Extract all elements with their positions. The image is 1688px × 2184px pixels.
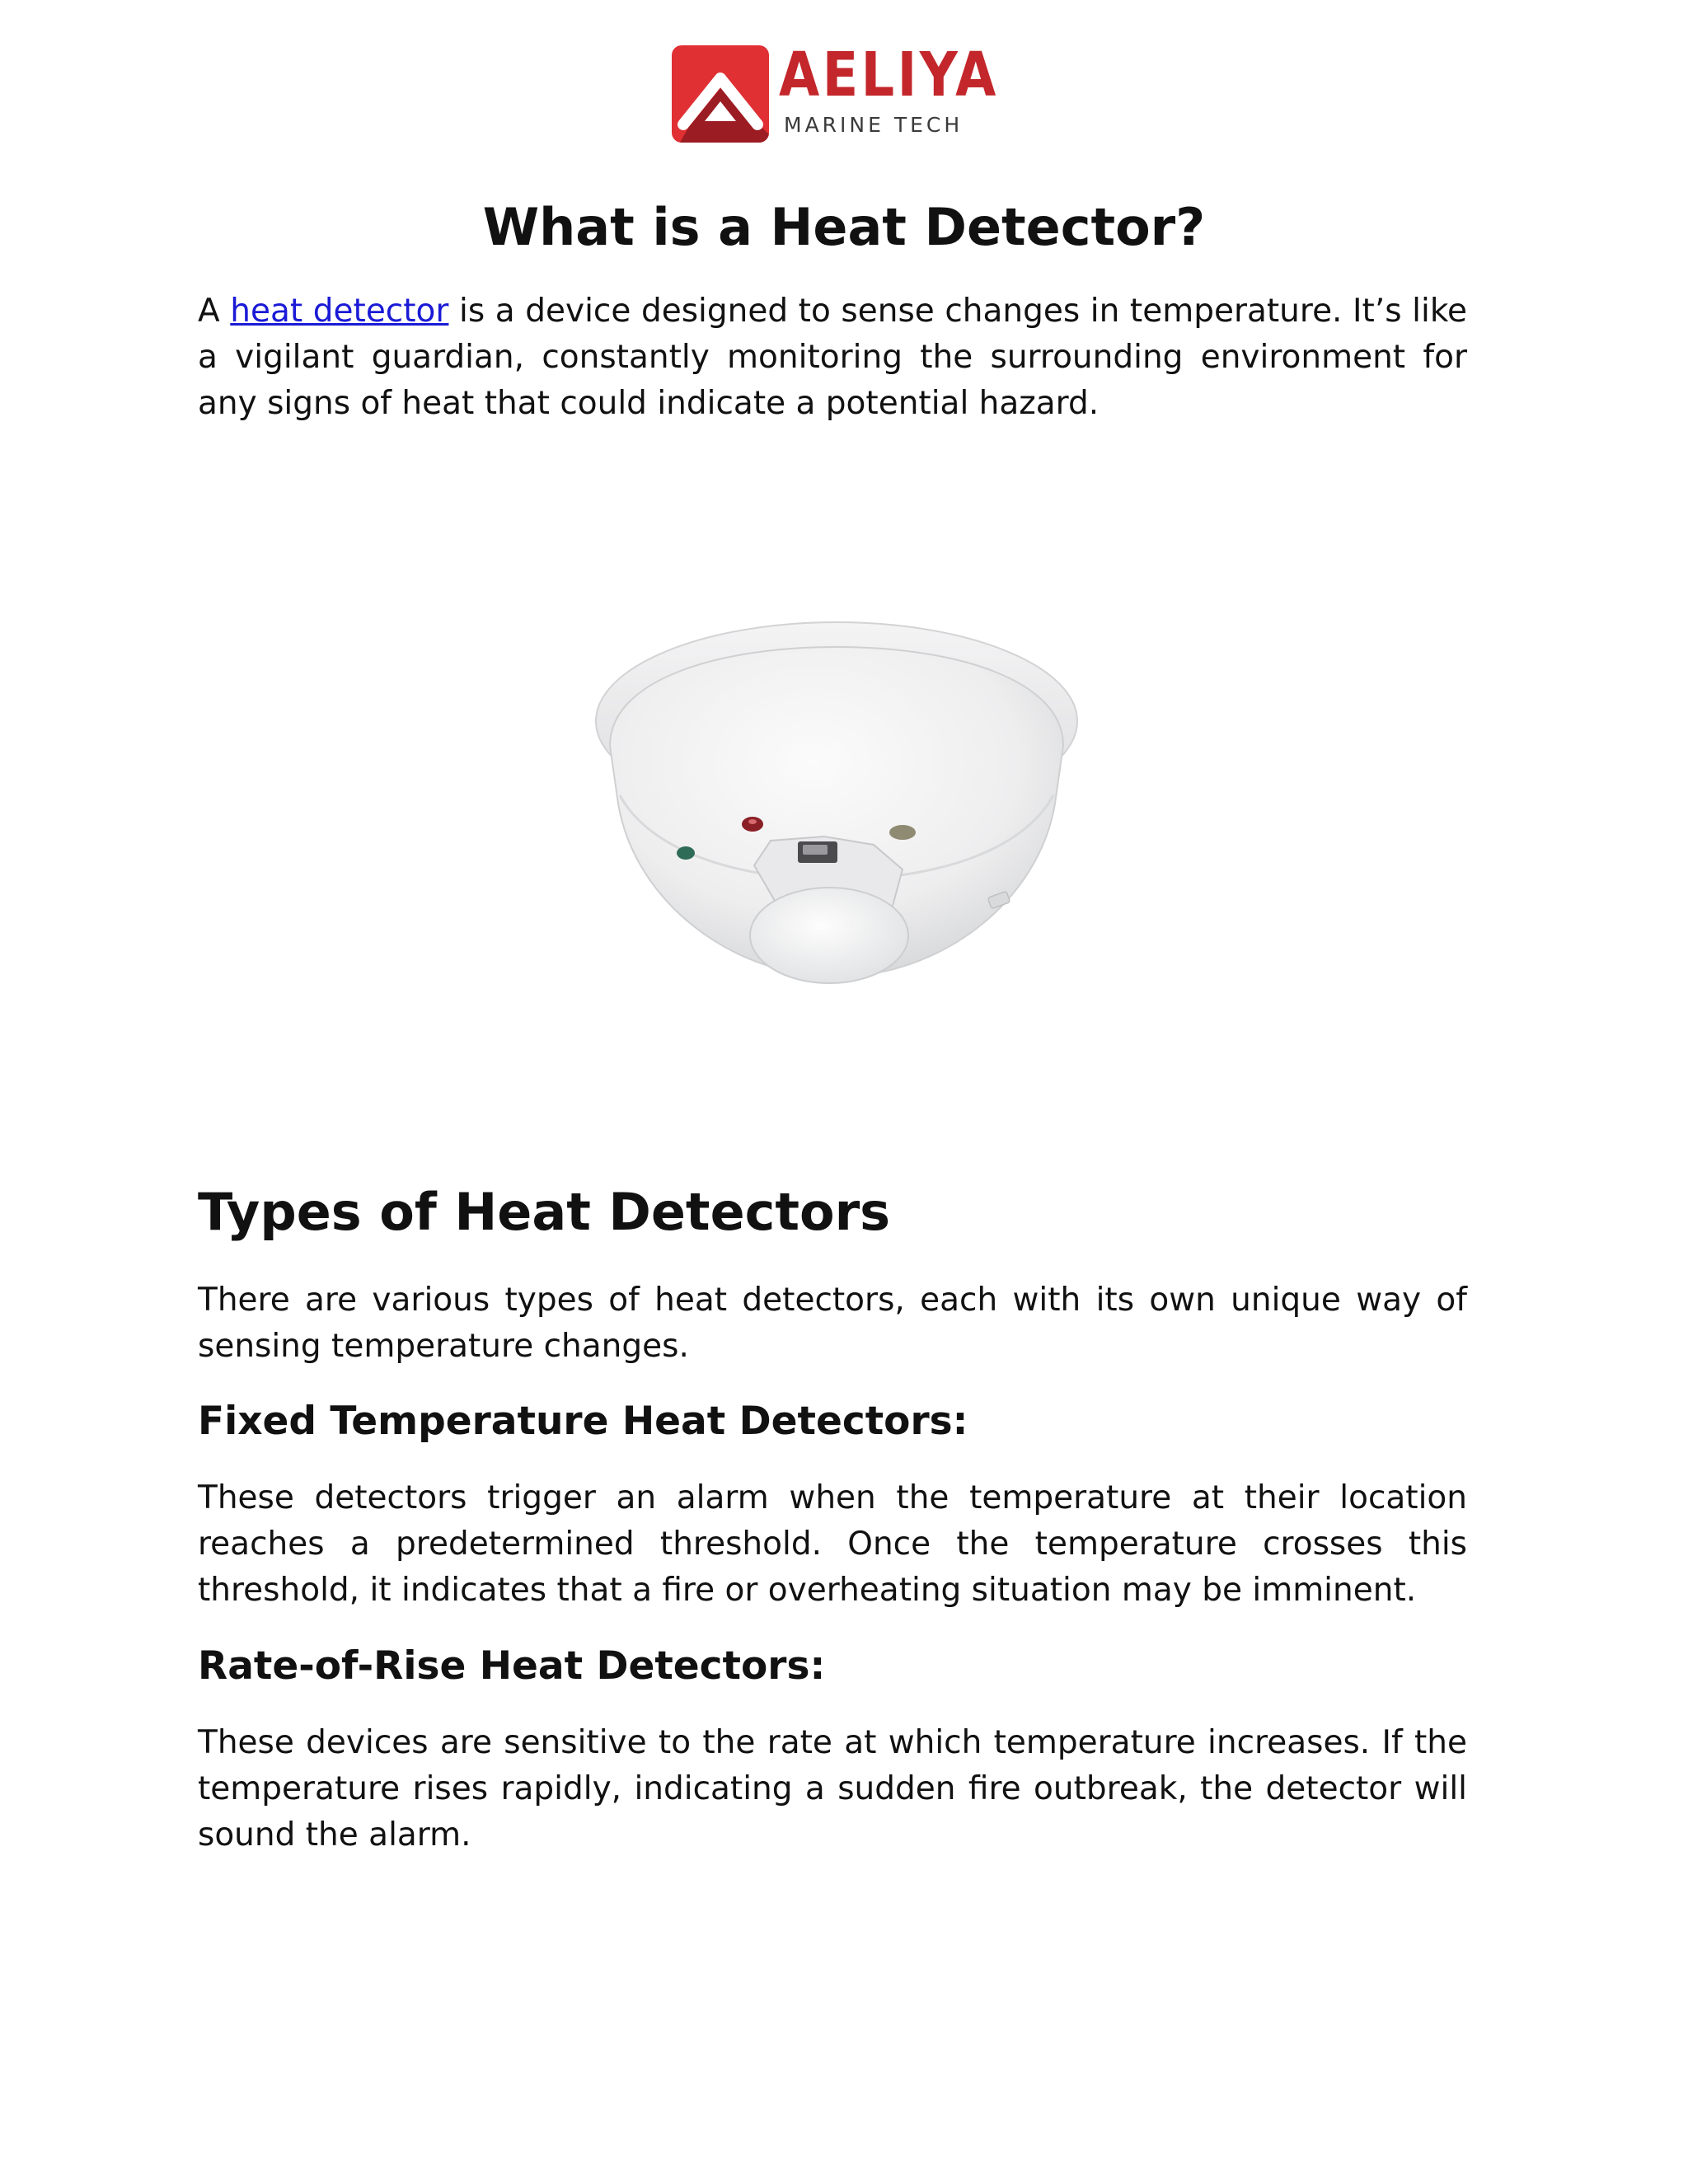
intro-paragraph <box>198 288 1467 427</box>
subheading-rate-of-rise: Rate-of-Rise Heat Detectors: <box>198 1643 826 1689</box>
section-heading-types: Types of Heat Detectors <box>198 1182 891 1242</box>
logo-brand-text: AELIYA <box>779 40 999 110</box>
fixed-temperature-paragraph: These detectors trigger an alarm when the temperature at their location reaches a predetermined threshold. Once the temperature crosses this threshold, it indicates that a fire or overheating situation may be imminent. <box>198 1479 1467 1609</box>
logo-mark-icon <box>672 45 769 143</box>
types-intro-paragraph: There are various types of heat detectors, each with its own unique way of sensing temperature changes. <box>198 1282 1467 1365</box>
subheading-fixed-temperature: Fixed Temperature Heat Detectors: <box>198 1399 968 1444</box>
heat-detector-image <box>577 589 1096 1001</box>
intro-suffix: is a device designed to sense changes in temperature. It’s like a vigilant guardian, constantly monitoring the surrounding environment for any signs of heat that could indicate a potential hazard. <box>198 293 1468 422</box>
logo-tagline: MARINE TECH <box>784 113 964 137</box>
rate-of-rise-paragraph: These devices are sensitive to the rate at which temperature increases. If the temperature rises rapidly, indicating a sudden fire outbreak, the detector will sound the alarm. <box>198 1724 1467 1854</box>
brand-logo <box>672 40 999 144</box>
intro-prefix: A <box>198 293 231 330</box>
page-title: What is a Heat Detector? <box>482 197 1206 257</box>
heat-detector-link[interactable]: heat detector <box>230 293 449 330</box>
